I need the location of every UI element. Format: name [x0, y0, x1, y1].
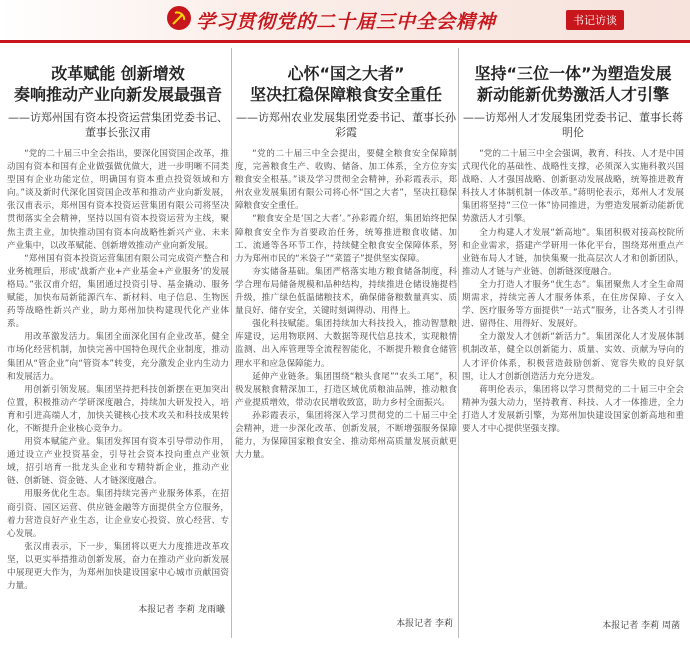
paragraph: 用创新引领发展。集团坚持把科技创新摆在更加突出位置，积极推动产学研深度融合，持续加大研发投入，培育和引进高端人才，加快关键核心技术攻关和科技成果转化，不断提升企业核心竞争力。 — [7, 384, 229, 434]
headline-line-1: 坚持“三位一体”为塑造发展 — [474, 64, 672, 83]
article-1 — [7, 45, 229, 642]
paragraph: 蒋明伦表示，集团将以学习贯彻党的二十届三中全会精神为强大动力，坚持教育、科技、人才一体推进，全力打造人才发展新引擎，为郑州加快建设国家创新高地和重要人才中心提供坚强支撑。 — [462, 384, 684, 434]
column-divider — [458, 48, 459, 638]
paragraph: 夯实储备基础。集团严格落实地方粮食储备制度，科学合理布局储备规模和品种结构，持续推进仓储设施提档升级，推广绿色低温储粮技术，确保储备粮数量真实、质量良好、储存安全，关键时刻调得动、用得上。 — [235, 266, 457, 317]
article-subhead: ——访郑州人才发展集团党委书记、董事长蒋明伦 — [463, 111, 683, 139]
banner-title: 学习贯彻党的二十届三中全会精神 — [196, 11, 497, 33]
article-headline — [235, 63, 457, 105]
paragraph: “郑州国有资本投资运营集团有限公司完成资产整合和业务梳理后，形成‘战新产业+产业基金+产业服务’的发展格局。”张汉甫介绍，集团通过投资引导、基金撬动、服务赋能，加快布局新能源汽车、新材料、电子信息、生物医药等战略性新兴产业，助力郑州加快构建现代化产业体系。 — [7, 253, 229, 330]
paragraph: 孙彩霞表示，集团将深入学习贯彻党的二十届三中全会精神，进一步深化改革、创新发展，不断增强服务保障能力，为保障国家粮食安全、推动郑州高质量发展贡献更大力量。 — [235, 410, 457, 461]
section-tag: 书记访谈 — [566, 10, 624, 30]
headline-line-2: 新动能新优势激活人才引擎 — [476, 85, 669, 104]
paragraph: “党的二十届三中全会指出，要深化国资国企改革，推动国有资本和国有企业做强做优做大，进一步明晰不同类型国有企业功能定位，明确国有资本重点投资领域和方向。”谈及新时代深化国资国企改革和推动产业向新发展，张汉甫表示，郑州国有资本投资运营集团有限公司将坚决贯彻落实全会精神，坚持以国有资本投资运营为主线，聚焦主责主业，加快推动国有资本向战略性新兴产业、未来产业集中，以改革赋能、创新增效推动产业向新发展。 — [7, 149, 229, 251]
article-byline: 本报记者 李莉 — [396, 619, 453, 629]
article-body — [462, 148, 684, 615]
article-headline — [462, 63, 684, 105]
article-body — [235, 148, 457, 613]
article-subhead: ——访郑州国有资本投资运营集团党委书记、董事长张汉甫 — [8, 111, 228, 139]
paragraph: 延伸产业链条。集团围绕“粮头食尾”“农头工尾”，积极发展粮食精深加工，打造区域优质粮油品牌，推动粮食产业提质增效，带动农民增收致富，助力乡村全面振兴。 — [235, 371, 457, 408]
article-2 — [235, 45, 457, 642]
paragraph: 全力激发人才创新“新活力”。集团深化人才发展体制机制改革，健全以创新能力、质量、实效、贡献为导向的人才评价体系，积极营造鼓励创新、宽容失败的良好氛围，让人才创新创造活力充分迸发。 — [462, 332, 684, 382]
paragraph: 用改革激发活力。集团全面深化国有企业改革，健全市场化经营机制，加快完善中国特色现代企业制度，推动集团从“管企业”向“管资本”转变，充分激发企业内生动力和发展活力。 — [7, 332, 229, 382]
article-subhead: ——访郑州农业发展集团党委书记、董事长孙彩霞 — [236, 111, 456, 139]
paragraph: 用服务优化生态。集团持续完善产业服务体系，在招商引资、园区运营、供应链金融等方面提供全方位服务，着力营造良好产业生态，让企业安心投资、放心经营、专心发展。 — [7, 489, 229, 539]
headline-line-1: 改革赋能 创新增效 — [51, 64, 185, 83]
paragraph: 用资本赋能产业。集团发挥国有资本引导带动作用，通过设立产业投资基金，引导社会资本投向重点产业领域，招引培育一批龙头企业和专精特新企业，推动产业链、创新链、资金链、人才链深度融合。 — [7, 437, 229, 487]
article-byline: 本报记者 李莉 龙雨曦 — [138, 605, 225, 615]
paragraph: “党的二十届三中全会强调，教育、科技、人才是中国式现代化的基础性、战略性支撑，必须深入实施科教兴国战略、人才强国战略、创新驱动发展战略，统筹推进教育科技人才体制机制一体改革。”蒋明伦表示，郑州人才发展集团将坚持“三位一体”协同推进，为塑造发展新动能新优势激活人才引擎。 — [462, 149, 684, 225]
article-3 — [462, 45, 684, 642]
article-byline: 本报记者 李莉 周菡 — [602, 621, 680, 631]
paragraph: “粮食安全是‘国之大者’。”孙彩霞介绍，集团始终把保障粮食安全作为首要政治任务，统筹推进粮食收储、加工、流通等各环节工作，持续健全粮食安全保障体系，努力为郑州市民的“米袋子”“菜篮子”提供坚实保障。 — [235, 214, 457, 264]
page-banner — [0, 0, 690, 43]
party-emblem-icon — [167, 6, 191, 30]
paragraph: “党的二十届三中全会提出，要健全粮食安全保障制度，完善粮食生产、收购、储备、加工体系，全方位夯实粮食安全根基。”谈及学习贯彻全会精神，孙彩霞表示，郑州农业发展集团有限公司将心怀“国之大者”，坚决扛稳保障粮食安全重任。 — [235, 149, 457, 212]
headline-line-2: 奏响推动产业向新发展最强音 — [13, 85, 222, 104]
paragraph: 强化科技赋能。集团持续加大科技投入，推动智慧粮库建设，运用物联网、大数据等现代信息技术，实现粮情监测、出入库管理等全流程智能化，不断提升粮食仓储管理水平和应急保障能力。 — [235, 319, 457, 369]
paragraph: 全力构建人才发展“新高地”。集团积极对接高校院所和企业需求，搭建产学研用一体化平台，围绕郑州重点产业链布局人才链，加快集聚一批高层次人才和创新团队，推动人才链与产业链、创新链深度融合。 — [462, 227, 684, 277]
column-divider — [231, 48, 232, 638]
paragraph: 全力打造人才服务“优生态”。集团聚焦人才全生命周期需求，持续完善人才服务体系，在住房保障、子女入学、医疗服务等方面提供“一站式”服务，让各类人才引得进、留得住、用得好、发展好。 — [462, 279, 684, 330]
headline-line-2: 坚决扛稳保障粮食安全重任 — [249, 85, 442, 104]
paragraph: 张汉甫表示，下一步，集团将以更大力度推进改革攻坚，以更实举措推动创新发展，奋力在推动产业向新发展中展现更大作为，为郑州加快建设国家中心城市贡献国资力量。 — [7, 541, 229, 592]
article-body — [7, 148, 229, 599]
headline-line-1: 心怀“国之大者” — [287, 64, 405, 83]
article-headline — [7, 63, 229, 105]
